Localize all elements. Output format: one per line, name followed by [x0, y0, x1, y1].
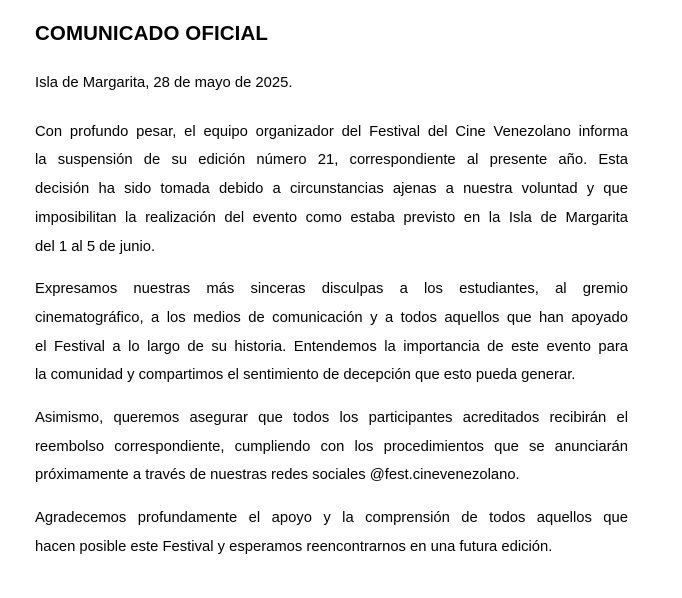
text-line: Expresamos nuestras más sinceras disculpas a los estudiantes, al gremio — [35, 281, 628, 298]
text-line: del 1 al 5 de junio. — [35, 238, 156, 255]
text-line: imposibilitan la realización del evento como estaba previsto en la Isla de Margarita — [35, 209, 628, 226]
text-line: cinematográfico, a los medios de comunicación y a todos aquellos que han apoyado — [35, 309, 628, 326]
paragraph — [35, 275, 628, 390]
paragraph — [35, 404, 628, 490]
text-line: Asimismo, queremos asegurar que todos los participantes acreditados recibirán el — [35, 410, 628, 427]
dateline: Isla de Margarita, 28 de mayo de 2025. — [35, 75, 293, 91]
paragraph — [35, 504, 628, 561]
paragraph — [35, 118, 628, 262]
text-line: el Festival a lo largo de su historia. Entendemos la importancia de este evento para — [35, 338, 628, 355]
document-title: COMUNICADO OFICIAL — [35, 22, 268, 45]
text-line: decisión ha sido tomada debido a circunstancias ajenas a nuestra voluntad y que — [35, 181, 628, 198]
text-line: la suspensión de su edición número 21, correspondiente al presente año. Esta — [35, 152, 628, 169]
text-line: reembolso correspondiente, cumpliendo con los procedimientos que se anunciarán — [35, 438, 628, 455]
document-body — [35, 118, 628, 562]
text-line: hacen posible este Festival y esperamos reencontrarnos en una futura edición. — [35, 538, 553, 555]
text-line: próximamente a través de nuestras redes sociales @fest.cinevenezolano. — [35, 467, 520, 484]
text-line: Con profundo pesar, el equipo organizador del Festival del Cine Venezolano informa — [35, 123, 628, 140]
text-line: la comunidad y compartimos el sentimiento de decepción que esto pueda generar. — [35, 367, 576, 384]
text-line: Agradecemos profundamente el apoyo y la comprensión de todos aquellos que — [35, 510, 628, 527]
